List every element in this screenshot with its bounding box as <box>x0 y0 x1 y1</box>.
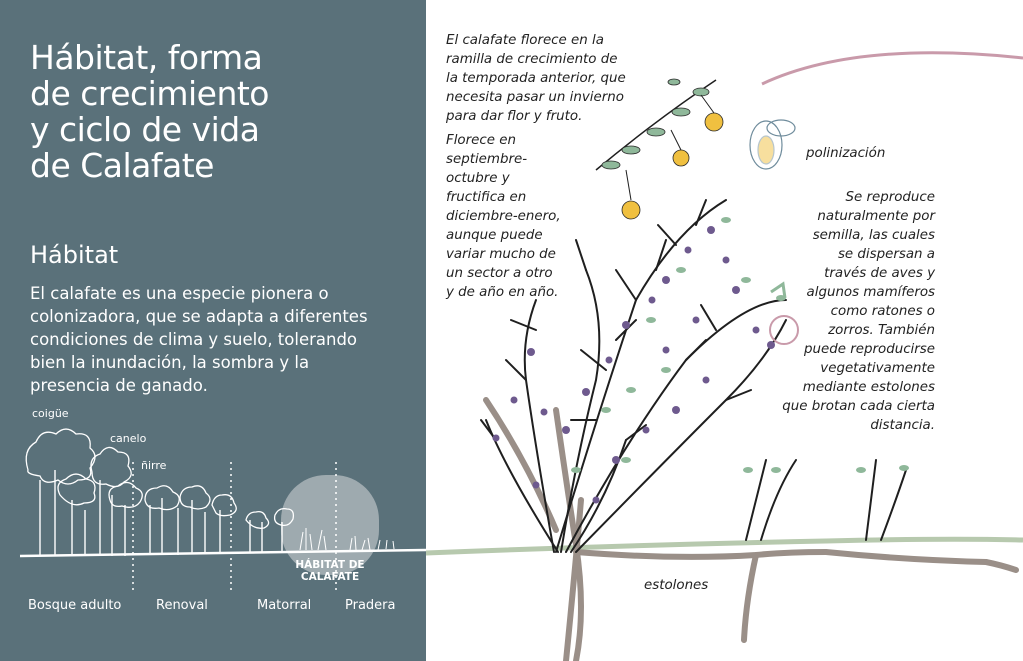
reproduction-note-line: través de aves y <box>824 266 935 281</box>
reproduction-note-line: naturalmente por <box>817 209 935 224</box>
tree-crown <box>58 474 95 505</box>
reproduction-note <box>782 188 935 435</box>
flowering-note-line: la temporada anterior, que <box>446 71 626 86</box>
zone-label-matorral: Matorral <box>257 598 312 613</box>
tree-label-canelo: canelo <box>110 432 147 445</box>
habitat-panel <box>0 0 426 661</box>
reproduction-note-line: Se reproduce <box>845 190 935 205</box>
habitat-description: El calafate es una especie pionera o colonizadora, que se adapta a diferentes condiciones de clima y suelo, tolerando bien la inundación, la sombra y la presencia de ganado. <box>30 284 368 395</box>
season-note-line: fructifica en <box>446 190 527 205</box>
ground-line <box>426 539 1023 553</box>
bee-icon <box>750 120 795 169</box>
tree-label-nirre: ñirre <box>141 459 167 472</box>
habitat-label-line-1: HÁBITAT DE <box>295 559 365 571</box>
habitat-heading: Hábitat <box>30 241 119 269</box>
season-note-line: diciembre-enero, <box>446 209 561 224</box>
reproduction-note-line: distancia. <box>870 418 935 433</box>
title-line-2: de crecimiento <box>30 74 270 113</box>
flowering-note-line: El calafate florece en la <box>446 33 604 48</box>
reproduction-note-line: mediante estolones <box>802 380 935 395</box>
flowering-note-line: ramilla de crecimiento de <box>446 52 618 67</box>
zone-label-bosque-adulto: Bosque adulto <box>28 598 122 613</box>
flowering-note-line: para dar flor y fruto. <box>446 109 583 124</box>
zone-label-renoval: Renoval <box>156 598 208 613</box>
reproduction-note-line: semilla, las cuales <box>812 228 935 243</box>
reproduction-note-line: puede reproducirse <box>804 342 935 357</box>
tree-crown <box>212 495 236 516</box>
season-note-line: septiembre- <box>446 152 528 167</box>
season-note-line: Florece en <box>446 133 516 148</box>
season-note-line: octubre y <box>446 171 510 186</box>
stolon-label: estolones <box>644 578 709 593</box>
season-note-line: aunque puede <box>446 228 543 243</box>
life-cycle-panel <box>426 0 1023 661</box>
tree-crown <box>180 486 210 509</box>
reproduction-note-line: que brotan cada cierta <box>782 399 935 414</box>
reproduction-note-line: zorros. También <box>828 323 935 338</box>
flowering-note-line: necesita pasar un invierno <box>446 90 624 105</box>
season-note-line: y de año en año. <box>446 285 559 300</box>
habitat-calafate-label <box>292 559 368 583</box>
decorative-arc <box>762 53 1023 84</box>
zone-label-pradera: Pradera <box>345 598 396 613</box>
tree-crown <box>91 447 131 486</box>
season-note <box>446 131 561 302</box>
title-line-1: Hábitat, forma <box>30 38 263 77</box>
habitat-label-line-2: CALAFATE <box>300 571 360 583</box>
season-note-line: variar mucho de <box>446 247 556 262</box>
pollination-label: polinización <box>806 146 886 161</box>
page-title <box>30 40 269 184</box>
tree-crown <box>26 429 95 484</box>
reproduction-note-line: como ratones o <box>830 304 935 319</box>
season-note-line: un sector a otro <box>446 266 553 281</box>
title-line-4: de Calafate <box>30 146 214 185</box>
reproduction-note-line: se dispersan a <box>837 247 935 262</box>
flowering-note <box>446 31 626 126</box>
reproduction-note-line: algunos mamíferos <box>806 285 935 300</box>
tree-label-coigue: coigüe <box>32 407 69 420</box>
title-line-3: y ciclo de vida <box>30 110 260 149</box>
reproduction-note-line: vegetativamente <box>820 361 935 376</box>
